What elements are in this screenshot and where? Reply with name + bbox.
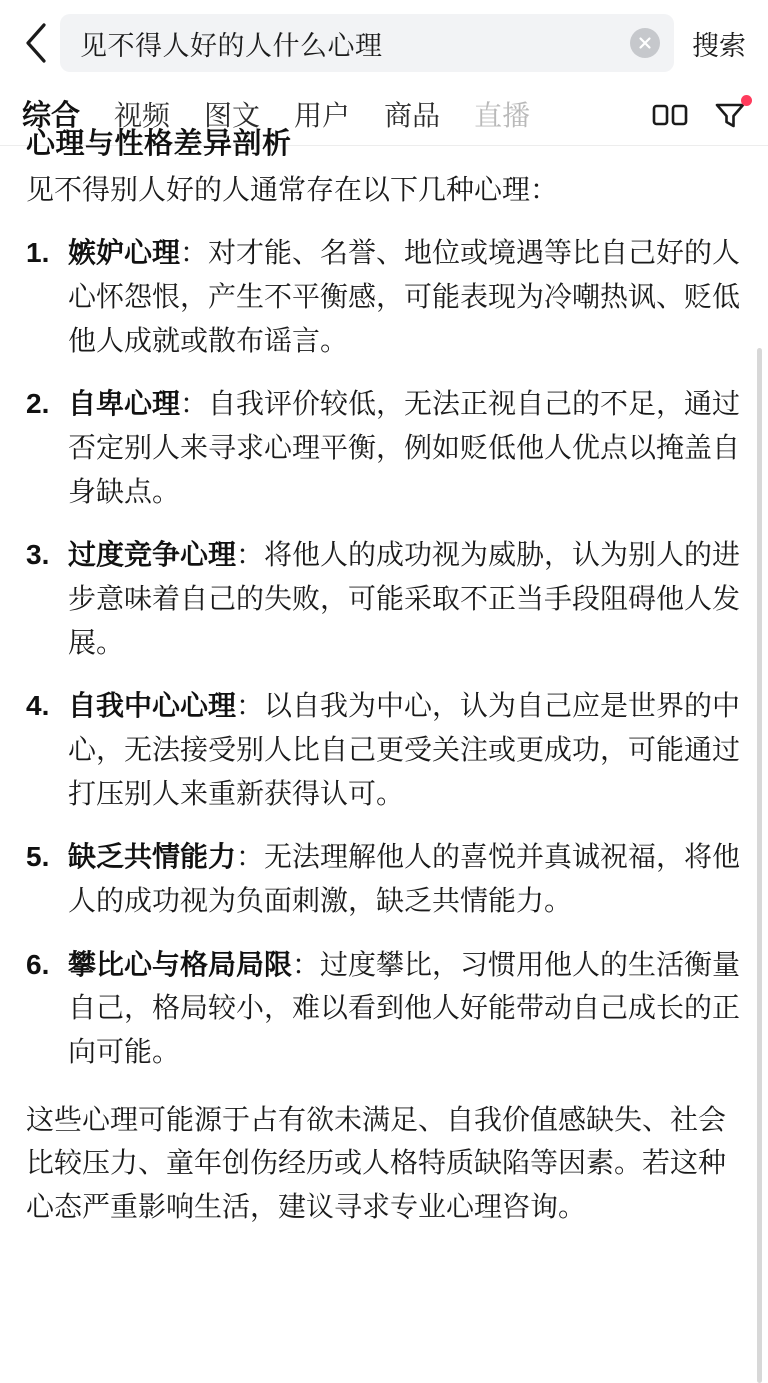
search-bar	[0, 0, 768, 84]
tab-图文[interactable]: 图文	[204, 99, 261, 131]
list-item-number: 6.	[26, 948, 50, 980]
list-item-body	[68, 533, 748, 664]
section-heading: 心理与性格差异剖析	[26, 128, 292, 160]
list-item-number: 3.	[26, 539, 50, 571]
chevron-left-icon	[23, 22, 49, 64]
list-item-body	[68, 382, 748, 513]
tab-商品[interactable]: 商品	[384, 99, 441, 131]
list-item-title: 缺乏共情能力	[68, 841, 237, 873]
list-item-title: 自卑心理	[68, 388, 181, 420]
answer-outro: 这些心理可能源于占有欲未满足、自我价值感缺失、社会比较压力、童年创伤经历或人格特质缺陷等因素。若这种心态严重影响生活，建议寻求专业心理咨询。	[26, 1103, 727, 1222]
answer-intro: 见不得别人好的人通常存在以下几种心理：	[26, 174, 559, 205]
reasons-list	[26, 231, 748, 1073]
list-item	[26, 943, 748, 1074]
list-item-body	[68, 231, 748, 362]
list-item-body	[68, 835, 748, 922]
list-item-body	[68, 943, 748, 1074]
list-item-number: 2.	[26, 388, 50, 420]
list-item-title: 过度竞争心理	[68, 539, 237, 571]
list-item	[26, 835, 748, 922]
tab-直播[interactable]: 直播	[474, 99, 531, 131]
list-item-text: ：将他人的成功视为威胁，认为别人的进步意味着自己的失败，可能采取不正当手段阻碍他人发展。	[68, 539, 741, 658]
search-button[interactable]: 搜索	[692, 30, 746, 61]
scrollbar-thumb[interactable]	[757, 348, 762, 1383]
clear-icon[interactable]	[630, 28, 660, 58]
tab-综合[interactable]: 综合	[22, 100, 81, 132]
list-item-text: ：以自我为中心，认为自己应是世界的中心，无法接受别人比自己更受关注或更成功，可能通过打压别人来重新获得认可。	[68, 690, 741, 809]
filter-badge-dot	[741, 95, 752, 106]
search-input[interactable]	[60, 14, 674, 72]
list-item-text: ：自我评价较低，无法正视自己的不足，通过否定别人来寻求心理平衡，例如贬低他人优点以掩盖自身缺点。	[68, 388, 741, 507]
list-item-number: 4.	[26, 690, 50, 722]
list-item-number: 1.	[26, 237, 50, 269]
list-item-title: 攀比心与格局局限	[68, 948, 293, 980]
tab-视频[interactable]: 视频	[114, 99, 171, 131]
list-item-title: 嫉妒心理	[68, 237, 181, 269]
list-item-text: ：对才能、名誉、地位或境遇等比自己好的人心怀怨恨，产生不平衡感，可能表现为冷嘲热讽、贬低他人成就或散布谣言。	[68, 237, 741, 356]
list-item	[26, 533, 748, 664]
ai-answer-content	[0, 128, 768, 1228]
scrollbar-track[interactable]	[760, 172, 765, 1217]
list-item-text: ：无法理解他人的喜悦并真诚祝福，将他人的成功视为负面刺激，缺乏共情能力。	[68, 841, 741, 917]
list-item	[26, 382, 748, 513]
back-button[interactable]	[14, 19, 58, 67]
tab-用户[interactable]: 用户	[294, 99, 351, 131]
list-item-text: ：过度攀比，习惯用他人的生活衡量自己，格局较小，难以看到他人好能带动自己成长的正向可能。	[68, 948, 741, 1068]
list-item-body	[68, 684, 748, 815]
list-item-number: 5.	[26, 841, 50, 873]
list-item-title: 自我中心心理	[68, 690, 237, 722]
list-item	[26, 231, 748, 362]
search-input-value: 见不得人好的人什么心理	[80, 30, 383, 61]
list-item	[26, 684, 748, 815]
